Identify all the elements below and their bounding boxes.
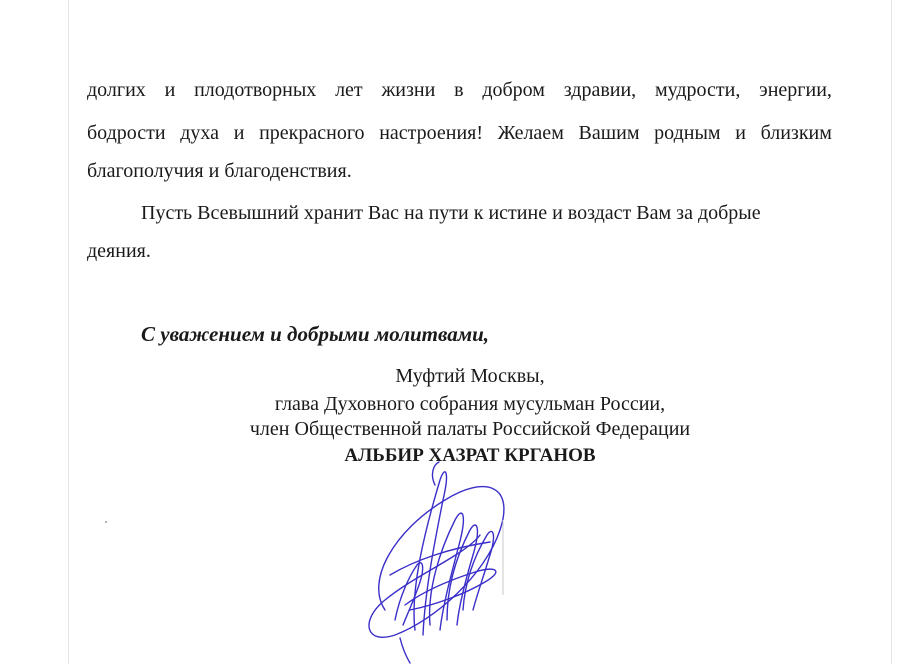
- word: и: [233, 122, 245, 144]
- word: и: [164, 79, 176, 101]
- paragraph-1-line-2: [87, 123, 832, 143]
- paragraph-1-line-1: [87, 80, 832, 100]
- word: и: [735, 122, 746, 144]
- page-right-edge: [891, 0, 892, 664]
- word: энергии,: [759, 79, 832, 101]
- word: лет: [335, 79, 363, 101]
- word: Вашим: [578, 122, 640, 144]
- word: здравии,: [563, 79, 637, 101]
- signatory-title-member: член Общественной палаты Российской Федерации: [249, 418, 691, 440]
- word: родным: [654, 122, 721, 144]
- word: плодотворных: [194, 79, 317, 101]
- word: прекрасного: [259, 122, 365, 144]
- paragraph-2-line-1: Пусть Всевышний хранит Вас на пути к истине и воздаст Вам за добрые: [141, 202, 761, 224]
- signatory-title-mufti: Муфтий Москвы,: [395, 365, 545, 387]
- scan-speck: [105, 521, 107, 523]
- word: жизни: [381, 79, 436, 101]
- word: бодрости: [87, 122, 166, 144]
- closing-phrase: С уважением и добрыми молитвами,: [141, 322, 490, 346]
- paragraph-2-line-2: деяния.: [87, 240, 151, 262]
- word: Желаем: [497, 122, 564, 144]
- word: в: [454, 79, 464, 101]
- word: мудрости,: [654, 79, 741, 101]
- word: долгих: [87, 79, 146, 101]
- signatory-title-head: глава Духовного собрания мусульман России,: [274, 393, 666, 415]
- signature-strokes: [369, 462, 504, 663]
- word: духа: [180, 122, 220, 144]
- page-left-edge: [68, 0, 69, 664]
- signatory-name: АЛЬБИР ХАЗРАТ КРГАНОВ: [344, 445, 596, 466]
- paragraph-1-line-3: благополучия и благоденствия.: [87, 160, 352, 182]
- word: близким: [760, 122, 832, 144]
- handwritten-signature: [355, 460, 525, 664]
- word: настроения!: [379, 122, 484, 144]
- word: добром: [482, 79, 545, 101]
